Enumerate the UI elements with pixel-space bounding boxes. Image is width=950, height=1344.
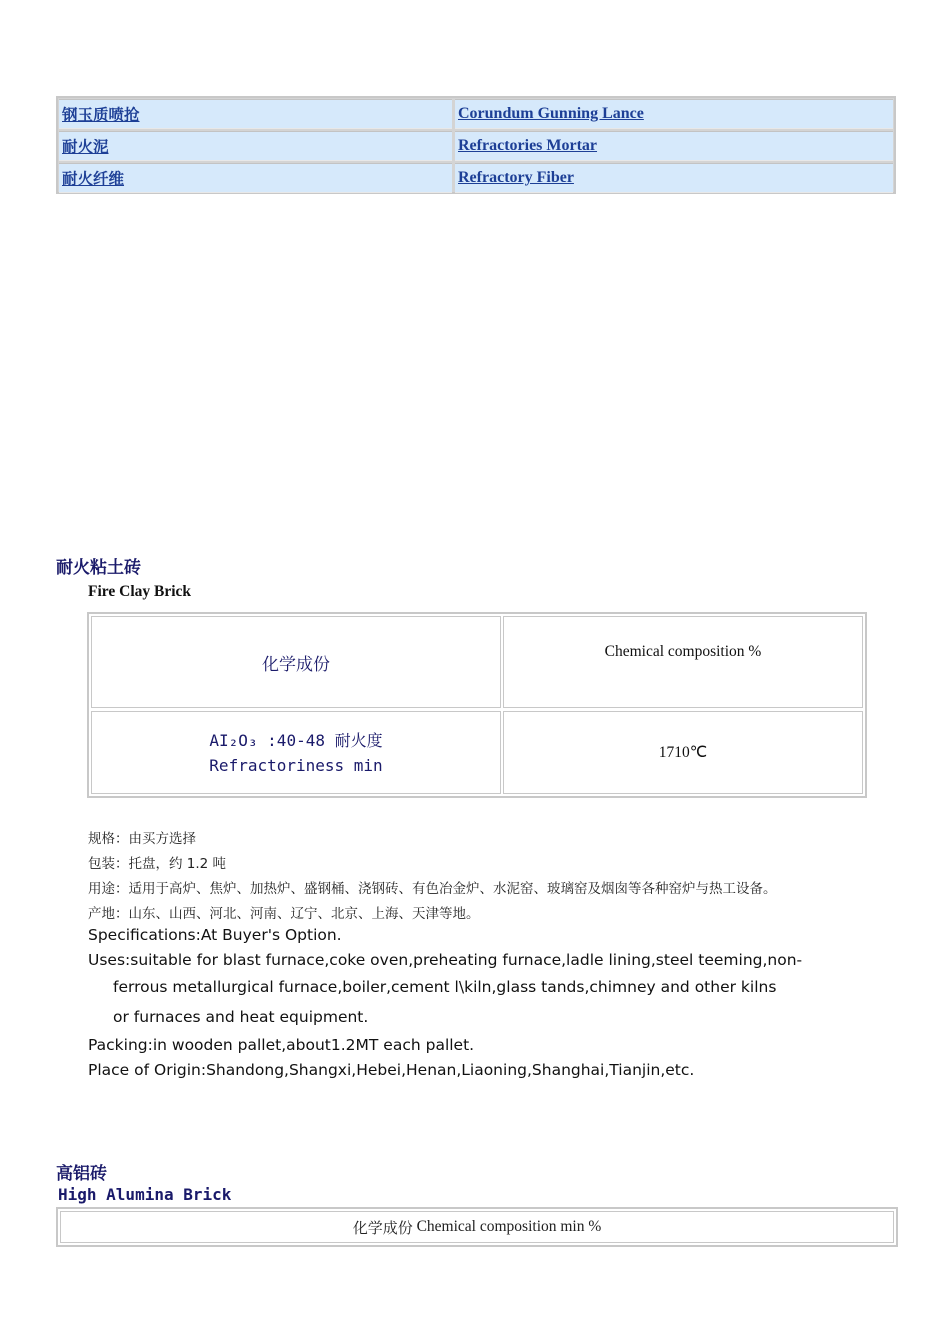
link-refractories-mortar-zh[interactable]: 耐火泥 [62, 137, 109, 156]
link-refractories-mortar-en[interactable]: Refractories Mortar [458, 137, 598, 154]
table-row [59, 99, 893, 129]
spec-en-packing: Packing:in wooden pallet,about1.2MT each pallet. [88, 1036, 475, 1054]
section-title-zh: 耐火粘土砖 [56, 558, 141, 578]
table-cell [503, 711, 863, 794]
spec-en-uses-cont: or furnaces and heat equipment. [113, 1008, 369, 1026]
table-row [91, 616, 863, 708]
link-corundum-gunning-lance-zh[interactable]: 钢玉质喷抢 [62, 105, 140, 124]
table-cell [91, 616, 501, 708]
spec-zh-line: 规格：由买方选择 [88, 831, 196, 847]
spec-en-specifications: Specifications:At Buyer's Option. [88, 926, 342, 944]
table-row [59, 131, 893, 161]
spec-zh-line: 用途：适用于高炉、焦炉、加热炉、盛钢桶、浇钢砖、有色冶金炉、水泥窑、玻璃窑及烟囱等各种窑炉与热工设备。 [88, 881, 777, 897]
link-refractory-fiber-en[interactable]: Refractory Fiber [458, 169, 574, 186]
cell-chemical-composition-zh: 化学成份 [262, 654, 330, 675]
spec-en-uses: Uses:suitable for blast furnace,coke oven,preheating furnace,ladle lining,steel teeming,non- [88, 951, 803, 969]
spec-zh-line: 包装：托盘，约 1.2 吨 [88, 856, 227, 872]
section-title-en: High Alumina Brick [58, 1185, 232, 1204]
composition-table [56, 1207, 898, 1247]
spec-en-origin: Place of Origin:Shandong,Shangxi,Hebei,Henan,Liaoning,Shanghai,Tianjin,etc. [88, 1061, 695, 1079]
table-row [91, 711, 863, 794]
table-header-cell [60, 1211, 894, 1243]
table-cell [455, 163, 893, 193]
table-cell [455, 131, 893, 161]
spec-en-uses-cont: ferrous metallurgical furnace,boiler,cement l\kiln,glass tands,chimney and other kilns [113, 978, 777, 996]
spec-zh-line: 产地：山东、山西、河北、河南、辽宁、北京、上海、天津等地。 [88, 906, 480, 922]
cell-refractoriness-value: 1710℃ [658, 744, 708, 761]
cell-chemical-composition-en: Chemical composition % [604, 643, 762, 660]
link-refractory-fiber-zh[interactable]: 耐火纤维 [62, 169, 125, 188]
product-link-table [56, 96, 896, 194]
cell-refractoriness-min: Refractoriness min [209, 755, 383, 775]
table-cell [59, 131, 452, 161]
header-chemical-composition-zh: 化学成份 [352, 1218, 413, 1237]
header-chemical-composition-en: Chemical composition min % [416, 1218, 602, 1235]
table-cell [91, 711, 501, 794]
link-corundum-gunning-lance-en[interactable]: Corundum Gunning Lance [458, 105, 644, 122]
section-title-zh: 高铝砖 [56, 1164, 107, 1184]
composition-table [87, 612, 867, 798]
table-row [59, 163, 893, 193]
table-cell [59, 99, 452, 129]
table-cell [455, 99, 893, 129]
cell-alumina-refractoriness: AI₂O₃ :40-48 耐火度 [209, 730, 383, 750]
table-cell [59, 163, 452, 193]
table-cell [503, 616, 863, 708]
section-title-en: Fire Clay Brick [88, 583, 192, 600]
